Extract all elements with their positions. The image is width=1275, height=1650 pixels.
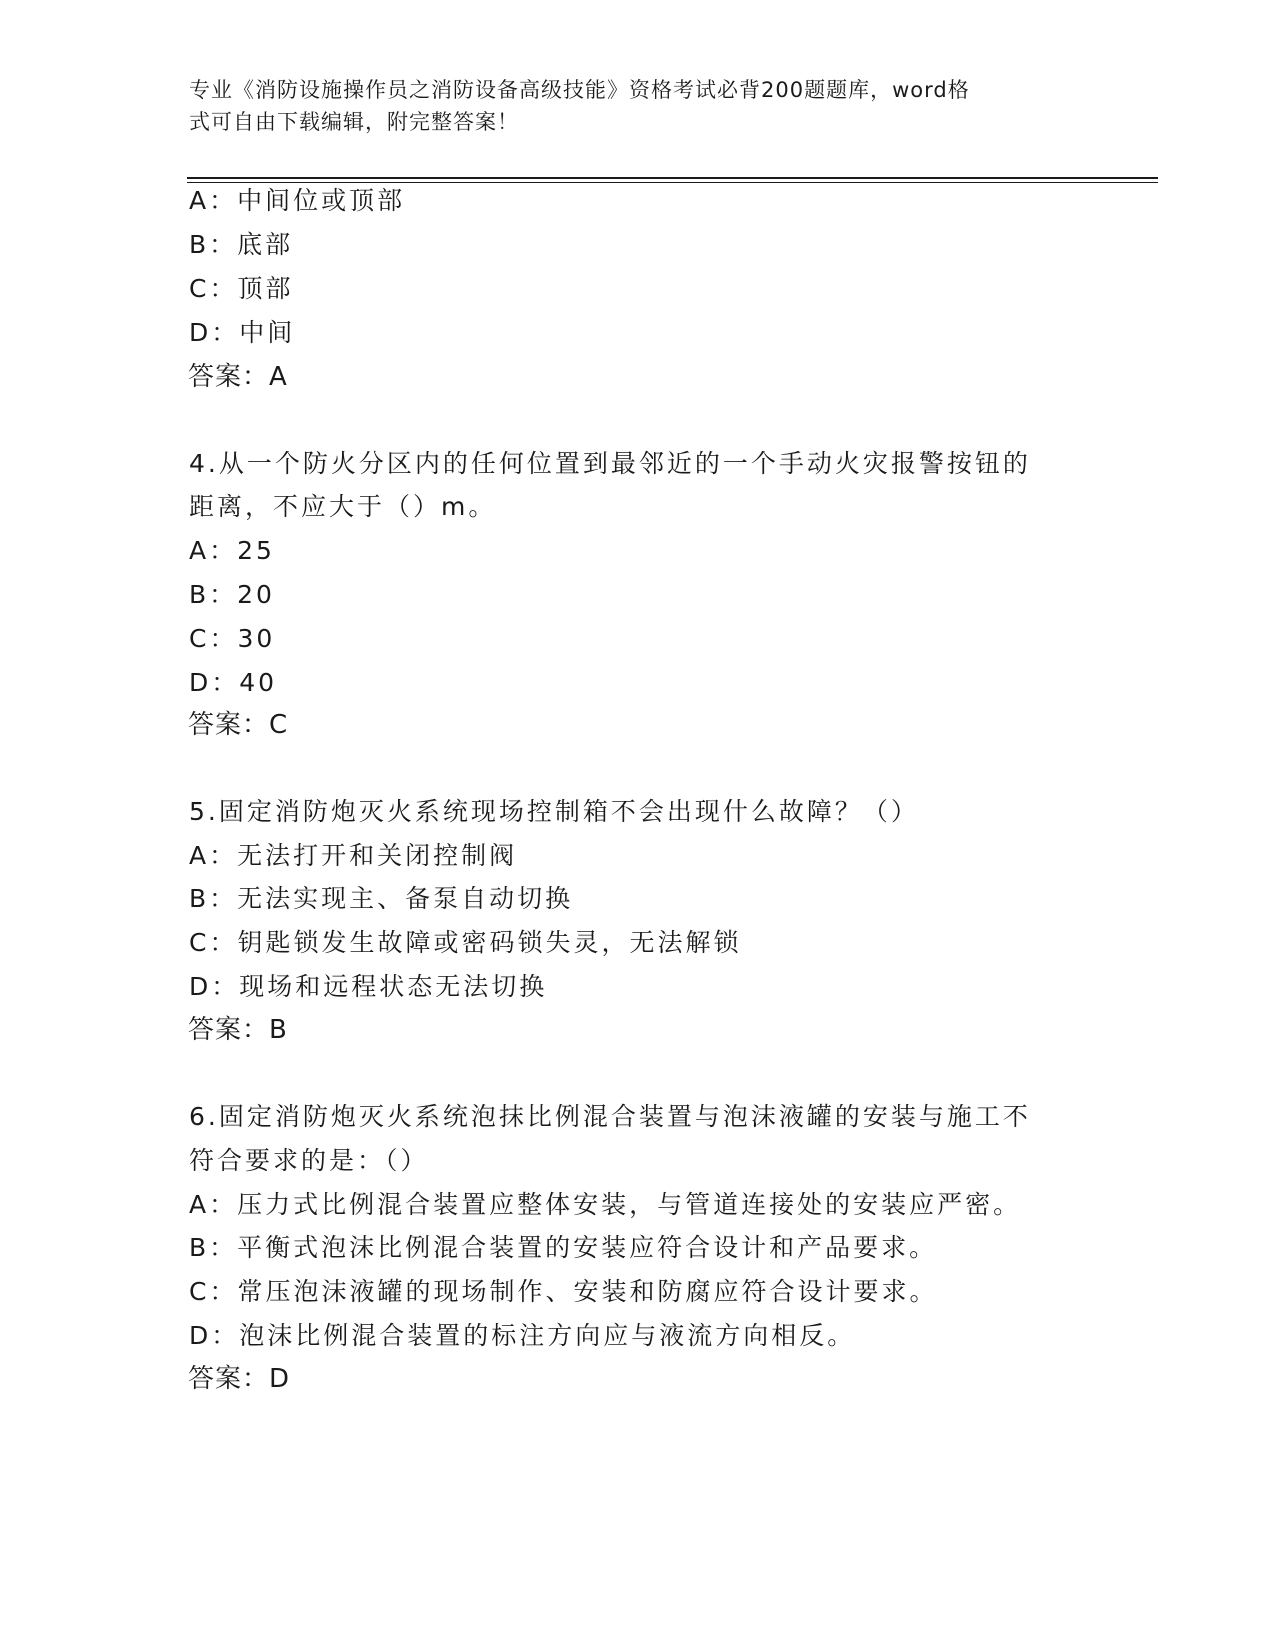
q4-answer: 答案：C	[188, 710, 289, 740]
q4-option-a: A：25	[189, 536, 275, 565]
header-line-2: 式可自由下载编辑，附完整答案！	[189, 110, 519, 134]
q3-answer: 答案：A	[188, 362, 288, 392]
q6-stem-line-1: 6.固定消防炮灭火系统泡抹比例混合装置与泡沫液罐的安装与施工不	[189, 1102, 1031, 1131]
document-header	[189, 74, 1069, 138]
header-divider	[187, 177, 1158, 179]
q6-option-a: A：压力式比例混合装置应整体安装，与管道连接处的安装应严密。	[189, 1190, 1022, 1219]
q5-option-b: B：无法实现主、备泵自动切换	[189, 884, 574, 913]
q4-stem-line-1: 4.从一个防火分区内的任何位置到最邻近的一个手动火灾报警按钮的	[189, 449, 1031, 478]
q3-option-b: B：底部	[189, 230, 294, 259]
q6-option-c: C：常压泡沫液罐的现场制作、安装和防腐应符合设计要求。	[189, 1277, 938, 1306]
q6-option-d: D：泡沫比例混合装置的标注方向应与液流方向相反。	[189, 1321, 856, 1350]
q4-option-c: C：30	[189, 624, 276, 653]
q4-stem-line-2: 距离，不应大于（）m。	[189, 492, 497, 521]
q4-option-d: D：40	[189, 668, 278, 697]
q5-option-c: C：钥匙锁发生故障或密码锁失灵，无法解锁	[189, 928, 742, 957]
q6-stem-line-2: 符合要求的是：（）	[189, 1146, 429, 1175]
header-divider-thin	[187, 182, 1158, 183]
q6-answer: 答案：D	[188, 1364, 291, 1394]
q3-option-c: C：顶部	[189, 274, 294, 303]
q5-option-a: A：无法打开和关闭控制阀	[189, 841, 518, 870]
q6-option-b: B：平衡式泡沫比例混合装置的安装应符合设计和产品要求。	[189, 1233, 938, 1262]
q4-option-b: B：20	[189, 580, 275, 609]
q5-answer: 答案：B	[188, 1015, 288, 1045]
q5-stem-line-1: 5.固定消防炮灭火系统现场控制箱不会出现什么故障？（）	[189, 797, 919, 826]
q3-option-d: D：中间	[189, 318, 296, 347]
header-line-1: 专业《消防设施操作员之消防设备高级技能》资格考试必背200题题库，word格	[189, 78, 970, 102]
q5-option-d: D：现场和远程状态无法切换	[189, 972, 548, 1001]
q3-option-a: A：中间位或顶部	[189, 186, 406, 215]
